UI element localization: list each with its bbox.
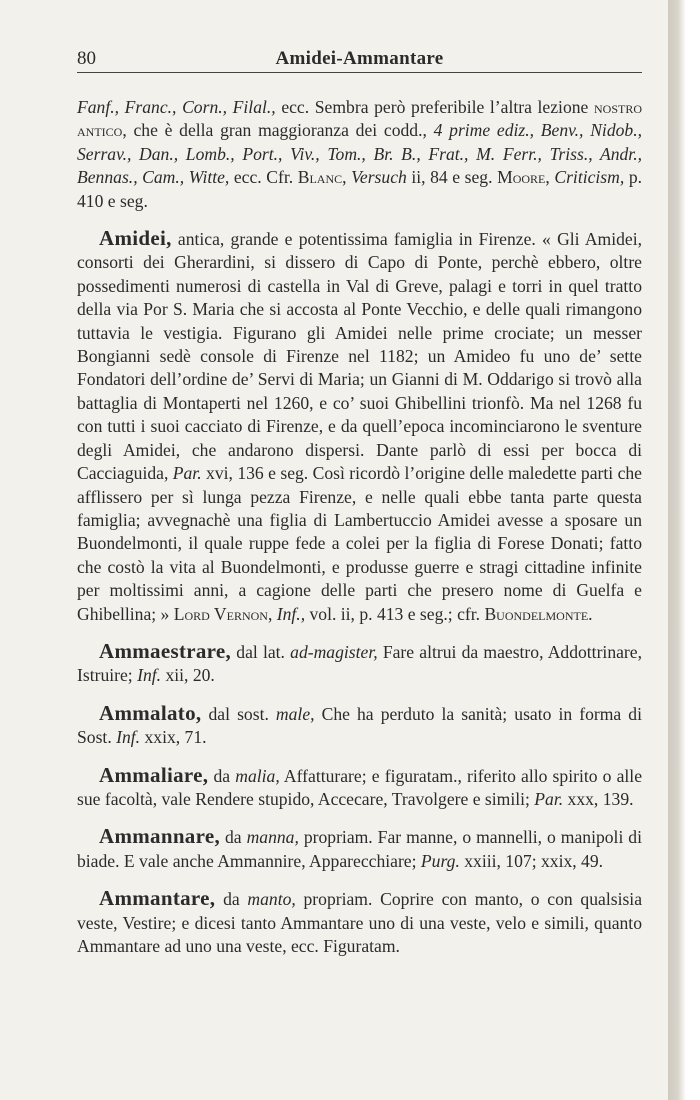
entry-ammalato [77,702,642,750]
text-run: xxix, 71. [140,727,207,748]
text-run: . [588,603,593,624]
entry-ammaestrare [77,640,642,688]
text-run: , che è della gran maggioranza dei codd., [122,120,434,141]
text-run: , [267,603,277,624]
text-run: p. 410 e seg. [77,167,643,211]
text-run: da [220,827,247,848]
text-run: xxx, 139. [563,788,634,809]
text-run: , [545,167,555,188]
text-run: propriam. Far manne, o mannelli, o manipoli di biade. E vale anche Ammannire, Apparecchiare; [77,827,642,871]
text-run: vol. ii, p. 413 e seg.; cfr. [305,603,485,624]
text-run: xii, 20. [161,665,215,686]
text-run: ii, 84 e seg. [406,167,498,188]
italic-citation: ad-magister, [290,641,378,662]
italic-citation: Inf., [276,603,306,624]
running-head: Amidei-Ammantare [275,48,444,69]
page-edge-shadow [668,0,700,1100]
text-run: xvi, 136 e seg. Così ricordò l’origine delle maledette parti che afflissero per sì lunga pezza Firenze, e nelle quali ebbe tanta parte questa famiglia; avvegnachè una figlia di Lambertuccio Amidei avesse a sposare un Buondelmonti, il quale ruppe fede a colei per la figlia di Forese Donati; fatto che costò la vita al Buondelmonti, e produsse guerre e stragi cittadine infinite per moltissimi anni, a cagione delle parti che presero nome di Guelfa e Ghibellina; » [77,463,642,624]
continuation-paragraph [77,96,642,213]
italic-citation: Inf. [137,665,162,686]
headword: Ammaliare, [99,762,209,787]
headword: Ammalato, [99,700,202,725]
text-run: ecc. Cfr. [229,167,298,188]
entry-ammannare [77,825,642,873]
text-run: antica, grande e potentissima famiglia in Firenze. « Gli Amidei, consorti dei Gherardini, si dissero di Capo di Ponte, perchè ebbero, oltre possedimenti numerosi di castella in Val di Greve, palagi e torri in quel tratto della via Por S. Maria che si accosta al Ponte Vecchio, e delle quali rimangono tuttavia le vestigia. Figurano gli Amidei nelle prime crociate; un messer Bongianni sedè console di Firenze nel 1182; un Amideo fu uno de’ sette Fondatori dell’ordine de’ Servi di Maria; un Gianni di M. Oddarigo si trovò alla battaglia di Montaperti nel 1260, e co’ suoi Ghibellini trionfò. Ma nel 1268 fu con tutti i suoi cacciato di Firenze, e da quell’epoca incominciarono le sventure degli Amidei, che andarono dispersi. Dante parlò di essi per bocca di Cacciaguida, [77,229,642,484]
text-run: ecc. Sembra però preferibile l’altra lezione [275,97,594,117]
page-header [77,46,642,73]
italic-citation: Purg. [420,850,460,871]
text-run: Affatturare; e figuratam., riferito allo spirito o alle sue facoltà, vale Rendere stupido, Accecare, Travolgere e simili; [77,765,643,809]
italic-citation: manto, [247,889,296,910]
small-caps-name: Moore [497,167,546,188]
italic-citation: 4 prime ediz., Benv., Nidob., Serrav., Dan., Lomb., Port., Viv., Tom., Br. B., Frat., M. Ferr., Triss., Andr., Bennas., Cam., Witte, [77,120,643,188]
text-run: , [342,167,352,188]
headword: Ammannare, [99,824,221,849]
small-caps-name: Lord Vernon [173,603,268,624]
text-run: xxiii, 107; xxix, 49. [459,850,604,871]
headword: Ammaestrare, [99,638,232,663]
small-caps-name: Blanc [297,167,343,188]
italic-citation: Par. [172,463,202,484]
text-run: dal lat. [231,641,291,662]
italic-citation: Versuch [351,167,407,188]
text-run: Fare altrui da maestro, Addottrinare, Istruire; [77,641,642,686]
text-run: da [215,889,248,910]
entry-ammaliare [77,764,642,812]
text-run: da [208,765,236,786]
text-run: dal sost. [201,703,276,724]
headword: Ammantare, [99,886,216,911]
italic-citation: malia, [235,765,280,786]
entry-ammantare [77,887,642,958]
entry-amidei [77,227,642,626]
italic-citation: Fanf., Franc., Corn., Filal., [77,97,276,117]
italic-citation: Par. [534,788,564,809]
page-body [77,96,642,972]
italic-citation: Criticism, [554,167,625,188]
text-run: propriam. Coprire con manto, o con qualsisia veste, Vestire; e dicesi tanto Ammantare uno di una veste, velo e simili, quanto Ammantare ad uno una veste, ecc. Figuratam. [77,889,642,956]
small-caps-name: nostro antico [77,97,642,141]
italic-citation: Inf. [116,727,141,748]
text-run: Che ha perduto la sanità; usato in forma di Sost. [77,703,642,748]
italic-citation: manna, [246,827,299,848]
italic-citation: male, [275,703,315,724]
headword: Amidei, [99,226,172,251]
small-caps-name: Buondelmonte [484,603,589,624]
page-number: 80 [77,48,96,69]
